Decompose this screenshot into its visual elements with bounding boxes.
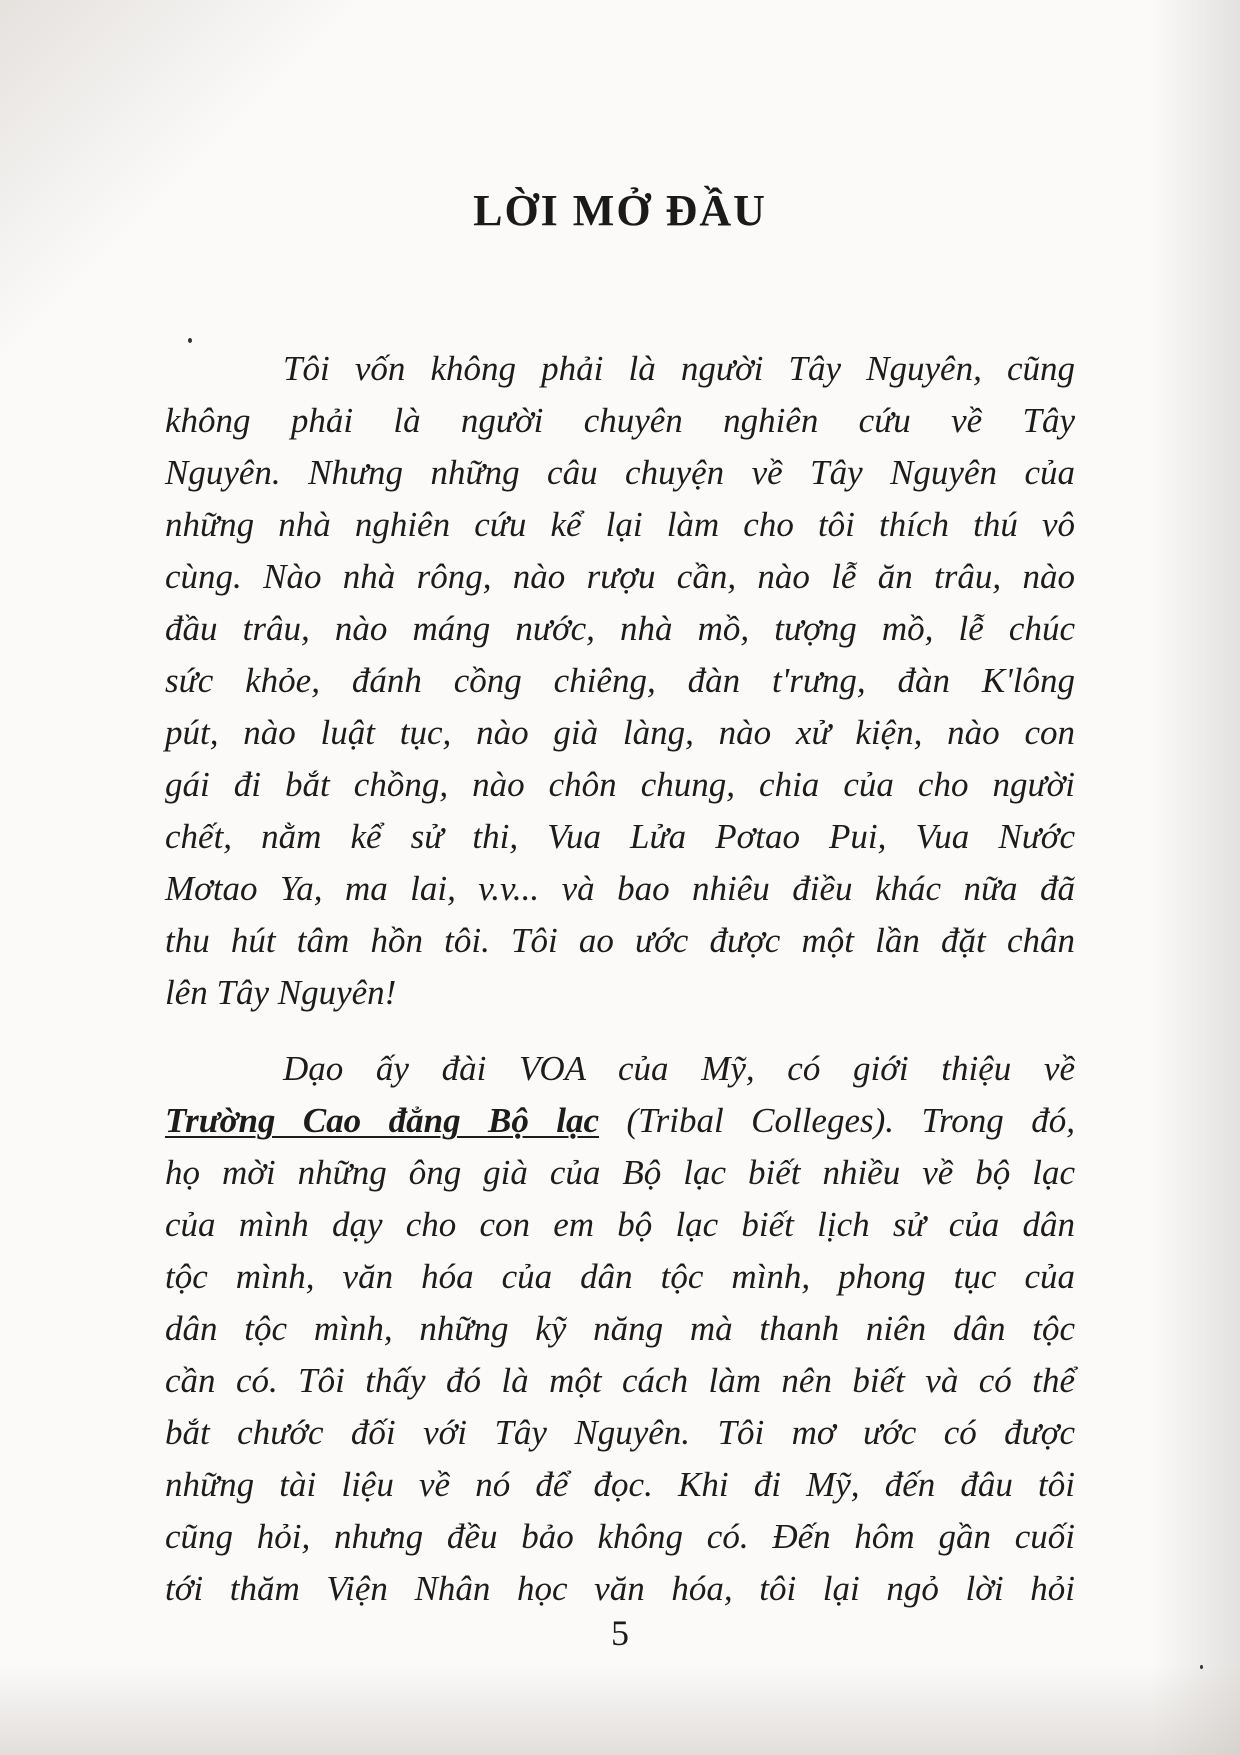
scan-speck [1200, 1665, 1203, 1669]
text-line: bắt chước đối với Tây Nguyên. Tôi mơ ước có được [165, 1413, 1075, 1452]
text-line: cùng. Nào nhà rông, nào rượu cần, nào lễ ăn trâu, nào [165, 557, 1075, 596]
text-line: đầu trâu, nào máng nước, nhà mồ, tượng mồ, lễ chúc [165, 609, 1075, 648]
text-line: Tôi vốn không phải là người Tây Nguyên, cũng [283, 349, 1075, 388]
text-line: cũng hỏi, nhưng đều bảo không có. Đến hôm gần cuối [165, 1517, 1075, 1556]
text-line: những nhà nghiên cứu kể lại làm cho tôi thích thú vô [165, 505, 1075, 544]
text-line: Mơtao Ya, ma lai, v.v... và bao nhiêu điều khác nữa đã [165, 869, 1075, 908]
scan-speck [188, 338, 192, 343]
text-line: pút, nào luật tục, nào già làng, nào xử kiện, nào con [165, 713, 1075, 752]
text-line: những tài liệu về nó để đọc. Khi đi Mỹ, đến đâu tôi [165, 1465, 1075, 1504]
paragraph-2 [165, 1043, 1075, 1615]
text-line: dân tộc mình, những kỹ năng mà thanh niên dân tộc [165, 1309, 1075, 1348]
text-line: tới thăm Viện Nhân học văn hóa, tôi lại ngỏ lời hỏi [165, 1569, 1075, 1608]
text-line: gái đi bắt chồng, nào chôn chung, chia của cho người [165, 765, 1075, 804]
text-line: thu hút tâm hồn tôi. Tôi ao ước được một lần đặt chân [165, 921, 1075, 960]
text-line: không phải là người chuyên nghiên cứu về Tây [165, 401, 1075, 440]
text-line: Dạo ấy đài VOA của Mỹ, có giới thiệu về [283, 1049, 1075, 1088]
page-title: LỜI MỞ ĐẦU [473, 186, 767, 235]
text-line: lên Tây Nguyên! [165, 973, 397, 1012]
body-text [165, 343, 1075, 1615]
text-line: của mình dạy cho con em bộ lạc biết lịch sử của dân [165, 1205, 1075, 1244]
text-line-rest: (Tribal Colleges). Trong đó, [599, 1101, 1075, 1140]
paragraph-1 [165, 343, 1075, 1019]
text-line-with-underline [165, 1095, 1075, 1147]
text-line: cần có. Tôi thấy đó là một cách làm nên biết và có thể [165, 1361, 1075, 1400]
text-line: tộc mình, văn hóa của dân tộc mình, phong tục của [165, 1257, 1075, 1296]
underlined-title: Trường Cao đẳng Bộ lạc [165, 1101, 600, 1140]
text-line: sức khỏe, đánh cồng chiêng, đàn t'rưng, đàn K'lông [165, 661, 1075, 700]
page-number: 5 [611, 1613, 629, 1653]
text-line: họ mời những ông già của Bộ lạc biết nhiều về bộ lạc [165, 1153, 1075, 1192]
text-line: Nguyên. Nhưng những câu chuyện về Tây Nguyên của [165, 453, 1075, 492]
text-line: chết, nằm kể sử thi, Vua Lửa Pơtao Pui, Vua Nước [165, 817, 1075, 856]
